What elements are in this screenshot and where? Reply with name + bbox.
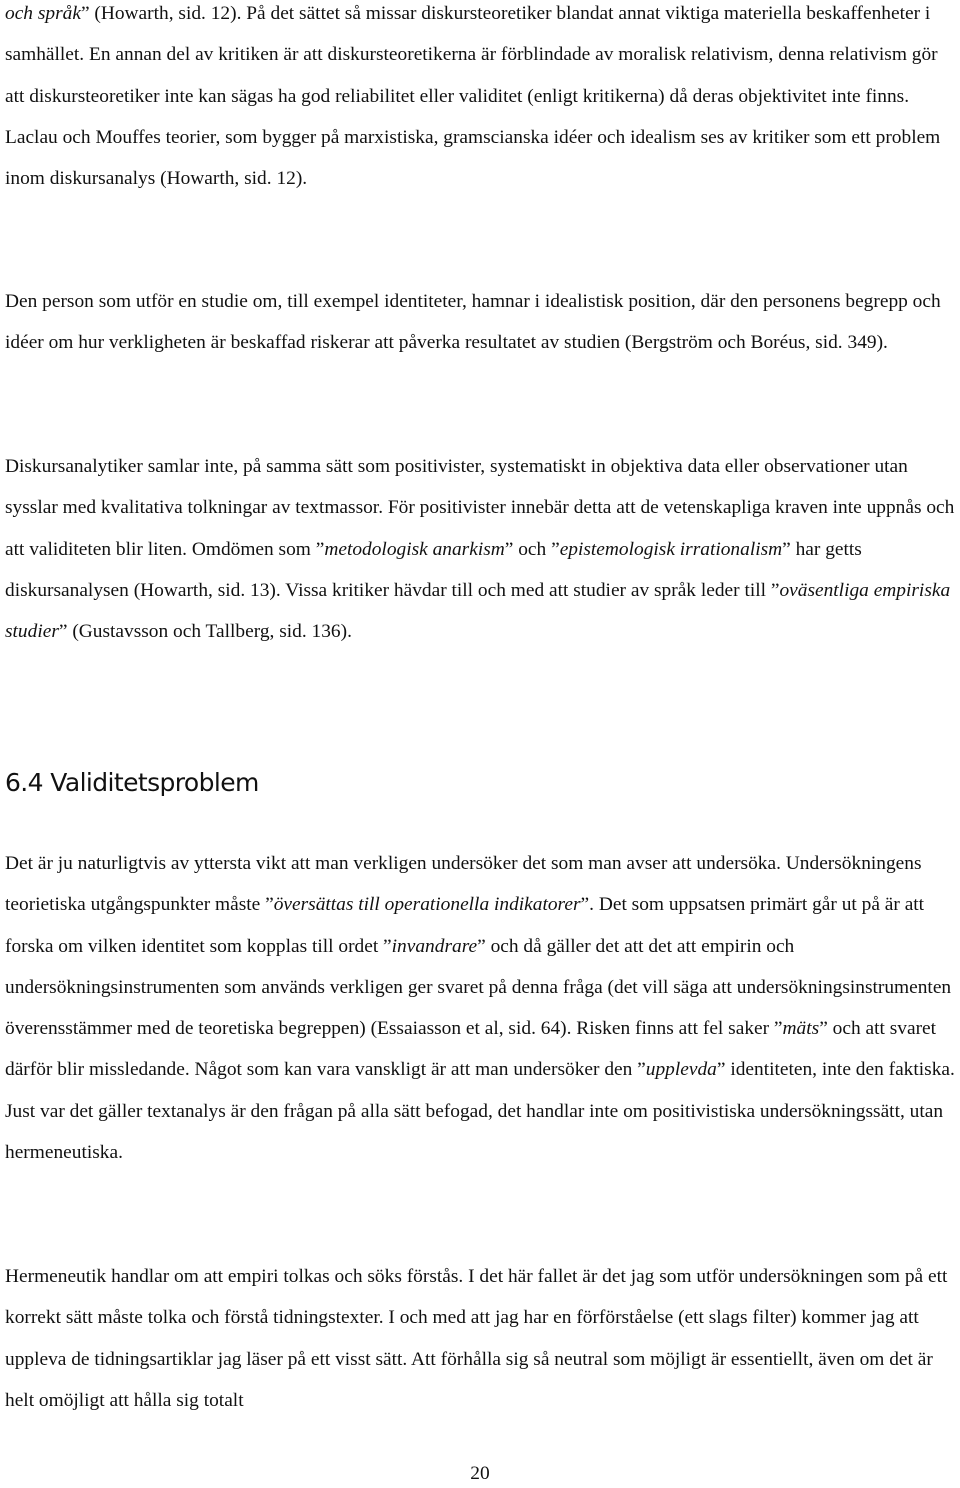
- section-heading: 6.4 Validitetsproblem: [5, 768, 259, 797]
- paragraph-critique-materialism: och språk” (Howarth, sid. 12). På det sättet så missar diskursteoretiker blandat annat viktiga materiella beskaffenheter i samhället. En annan del av kritiken är att diskursteoretikerna är förblindade av moralisk relativism, denna relativism gör att diskursteoretiker inte kan sägas ha god reliabilitet eller validitet (enligt kritikerna) då deras objektivitet inte finns. Laclau och Mouffes teorier, som bygger på marxistiska, gramscianska idéer och idealism ses av kritiker som ett problem inom diskursanalys (Howarth, sid. 12).: [5, 3, 941, 190]
- italic-term: upplevda: [645, 1059, 717, 1081]
- italic-term: epistemologisk irrationalism: [559, 538, 783, 560]
- paragraph-idealistic-position: Den person som utför en studie om, till exempel identiteter, hamnar i idealistisk position, där den personens begrepp och idéer om hur verkligheten är beskaffad riskerar att påverka resultatet av studien (Bergström och Boréus, sid. 349).: [5, 291, 941, 354]
- paragraph-discourse-analysts: Diskursanalytiker samlar inte, på samma sätt som positivister, systematiskt in objektiva data eller observationer utan sysslar med kvalitativa tolkningar av textmassor. För positivister innebär detta att de vetenskapliga kraven inte uppnås och att validiteten blir liten. Omdömen som ”metodologisk anarkism” och ”epistemologisk irrationalism” har getts diskursanalysen (Howarth, sid. 13). Vissa kritiker hävdar till och med att studier av språk leder till ”oväsentliga empiriska studier” (Gustavsson och Tallberg, sid. 136).: [5, 456, 955, 643]
- paragraph-validity: Det är ju naturligtvis av yttersta vikt att man verkligen undersöker det som man avser att undersöka. Undersökningens teorietiska utgångspunkter måste ”översättas till operationella indikatorer”. Det som uppsatsen primärt går ut på är att forska om vilken identitet som kopplas till ordet ”invandrare” och då gäller det att det att empirin och undersökningsinstrumenten som används verkligen ger svaret på denna fråga (det vill säga att undersökningsinstrumenten överensstämmer med de teoretiska begreppen) (Essaiasson et al, sid. 64). Risken finns att fel saker ”mäts” och att svaret därför blir missledande. Något som kan vara vanskligt är att man undersöker den ”upplevda” identiteten, inte den faktiska. Just var det gäller textanalys är den frågan på alla sätt befogad, det handlar inte om positivistiska undersökningssätt, utan hermeneutiska.: [5, 853, 955, 1164]
- italic-term: översättas till operationella indikatorer: [273, 894, 581, 916]
- page-number: 20: [470, 1463, 490, 1484]
- italic-term: invandrare: [391, 935, 478, 957]
- italic-term: mäts: [782, 1018, 820, 1040]
- paragraph-hermeneutics: Hermeneutik handlar om att empiri tolkas och söks förstås. I det här fallet är det jag som utför undersökningen som på ett korrekt sätt måste tolka och förstå tidningstexter. I och med att jag har en förförståelse (ett slags filter) kommer jag att uppleva de tidningsartiklar jag läser på ett visst sätt. Att förhålla sig så neutral som möjligt är essentiellt, även om det är helt omöjligt att hålla sig totalt: [5, 1266, 948, 1411]
- italic-term: och språk: [5, 3, 81, 24]
- italic-term: metodologisk anarkism: [324, 538, 505, 560]
- italic-term: oväsentliga empiriska studier: [5, 579, 951, 643]
